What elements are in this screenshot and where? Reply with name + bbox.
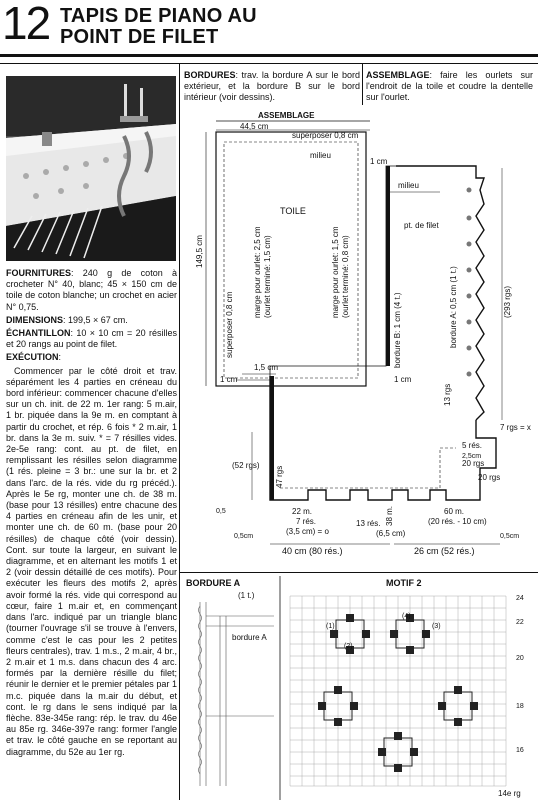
dimensions-label: DIMENSIONS [6,314,64,325]
row-14-label: 14e rg [498,789,521,798]
rgs-13-label: 13 rgs [443,383,452,406]
motif2-title: MOTIF 2 [386,578,422,588]
bordure-a-label: bordure A: 0,5 cm (1 t.) [449,266,458,348]
rgs-293-label: (293 rgs) [503,285,512,318]
two-five-cm-label: 2,5cm [462,453,482,460]
bordures-text: : trav. la bordure A sur le bord extérieur, et la bordure B sur le bord intérieur (voir dessins). [184,70,360,102]
echantillon-text: : 10 × 10 cm = 20 résilles et 20 rangs au point de filet. [6,328,177,350]
bordure-a-inner-label: bordure A [232,633,267,642]
execution-label: EXÉCUTION [6,352,59,363]
res-20-label: (20 rés. - 10 cm) [428,517,487,526]
assembly-diagram [180,108,538,568]
rgs-20-a-label: 20 rgs [462,459,485,468]
title-line-1: TAPIS DE PIANO AU [60,5,257,27]
petal-4-label: (4) [402,613,411,620]
execution-text: Commencer par le côté droit et trav. séparément les 4 parties en créneau du bord inférieur: commencer chacune d'elles sur un ch. init. de 22 m. 1er rang: 5 m.air, 1 br. piquée dans la 9e m. en comptant à partir du crochet, et rép. 6 fois * 2 m.air, 1 br. dans la 3e m. suiv. * = 7 résilles vides. 2e-5e rang: cont. au pt. de filet, en remplissant les résilles selon diagramme (1 rés. pleine = 3 br.: une sur la br. et 2 dans l'arc. de la rés. vide du rg précéd.). Après le 5e rg, monter une ch. de 38 m. (base pour 13 résilles) entre chacune des 4 parties en créneau afin de les unir, et monter une ch. de 60 m. (base pour 20 résilles) de chaque côté (voir dessin). Cont. sur toute la largeur, en suivant le diagramme, et en alternant les motifs 1 et 2 (voir dessin détaillé de ces motifs). Pour exécuter les fleurs des motifs 2, après avoir formé la rés. vide qui correspond au cœur, faire 1 m.air et, en commençant dans l'arc. indiqué par un triangle blanc (tourner l'ouvrage s'il se trouve à l'envers, comme c'est le cas pour les 2 petites fleurs centrales), trav. 1 m.s., 2 m.air, 4 br., 2 m.air et 1 m.s. dans chacun des 4 arc. formés par la dernière résille du filet; réunir le dernier et le premier pétales par 1 m.c. piquée dans la m.air du début, et cont. le rg dans le sens indiqué par la flèche. 83e-345e rang: rép. le trav. du 46e au 85e rg. 346e-397e rang: former l'angle et trav. le côté gauche en se reportant au diagramme, du 52e au 1er rg. [6,365,177,757]
marge-2-label: marge pour ourlet: 1,5 cm [331,226,340,318]
assemblage-label: ASSEMBLAGE [366,70,430,80]
row-18-label: 18 [516,703,524,710]
m-60-label: 60 m. [444,507,465,516]
assemblage-diagram-label: ASSEMBLAGE [258,111,315,120]
res-7-label: 7 rés. [296,517,317,526]
pt-filet-label: pt. de filet [404,221,439,230]
bottom-section-rule [180,572,538,573]
one-cm-mid-label: 1 cm [394,375,412,384]
bordure-b-label: bordure B: 1 cm (4 t.) [393,292,402,368]
row-16-label: 16 [516,747,524,754]
bordure-b-line [386,166,390,366]
piano-photo [6,76,176,261]
rgs-7x-label: 7 rgs = x [500,423,531,432]
zero-five-c-label: 0,5cm [500,533,520,540]
bordure-a-title: BORDURE A [186,578,241,588]
petal-3-label: (3) [432,623,441,630]
page-number: 12 [2,0,50,49]
height-149-5-label: 149,5 cm [195,235,204,268]
width-40-label: 40 cm (80 rés.) [282,546,343,556]
bordures-label: BORDURES [184,70,236,80]
bottom-diagrams [180,576,538,800]
milieu-left-label: milieu [310,151,331,160]
assemblage-text: : faire les ourlets sur l'endroit de la toile et coudre la dentelle sur l'ourlet. [366,70,533,102]
marge-1-label: marge pour ourlet: 2,5 cm [253,226,262,318]
motif2-grid [290,596,506,786]
execution-colon: : [58,352,62,363]
left-column-text [6,268,177,760]
echantillon-label: ÉCHANTILLON [6,328,71,339]
superposer-top-label: superposer 0,8 cm [292,131,359,140]
title-line-2: POINT DE FILET [60,26,219,48]
one-cm-top-label: 1 cm [370,157,388,166]
zero-five-a-label: 0,5 [216,508,226,515]
rgs-20-b-label: 20 rgs [478,473,501,482]
fournitures-label: FOURNITURES [6,268,71,278]
one-cm-left-label: 1 cm [220,375,238,384]
cm-3-5-label: (3,5 cm) = o [286,527,329,536]
ourlet-2-label: (ourlet terminé: 0,8 cm) [341,235,350,318]
milieu-right-label: milieu [398,181,419,190]
superposer-left-label: superposer 0,8 cm [225,291,234,358]
row-22-label: 22 [516,619,524,626]
row-24-label: 24 [516,595,524,602]
one-t-label: (1 t.) [238,591,255,600]
header-rule [0,54,538,57]
width-26-label: 26 cm (52 rés.) [414,546,475,556]
assemblage-paragraph [366,70,533,103]
width-44-5-label: 44,5 cm [240,122,269,131]
rgs-47-label: 47 rgs [275,465,284,488]
fournitures-text: : 240 g de coton à crocheter N° 40, blanc; 45 × 150 cm de toile de coton blanche; un crochet en acier N° 0,75. [6,268,177,312]
ourlet-1-label: (ourlet terminé: 1,5 cm) [263,235,272,318]
row-20-label: 20 [516,655,524,662]
width-1-5-label: 1,5 cm [254,363,279,372]
toile-label: TOILE [280,206,306,216]
column-divider-right [362,63,363,105]
m-38-label: 38 m. [385,505,394,526]
res-13-label: 13 rés. [356,519,381,528]
dimensions-text: : 199,5 × 67 cm. [63,314,128,325]
page-title [60,6,257,48]
cm-6-5-label: (6,5 cm) [376,529,406,538]
m-22-label: 22 m. [292,507,313,516]
zero-five-b-label: 0,5cm [234,533,254,540]
petal-1-label: (1) [326,623,335,630]
petal-2-label: (2) [344,643,353,650]
column-top-rule [0,63,538,64]
bordures-paragraph [184,70,360,103]
res-5-label: 5 rés. [462,441,483,450]
rgs-52-label: (52 rgs) [232,461,260,470]
